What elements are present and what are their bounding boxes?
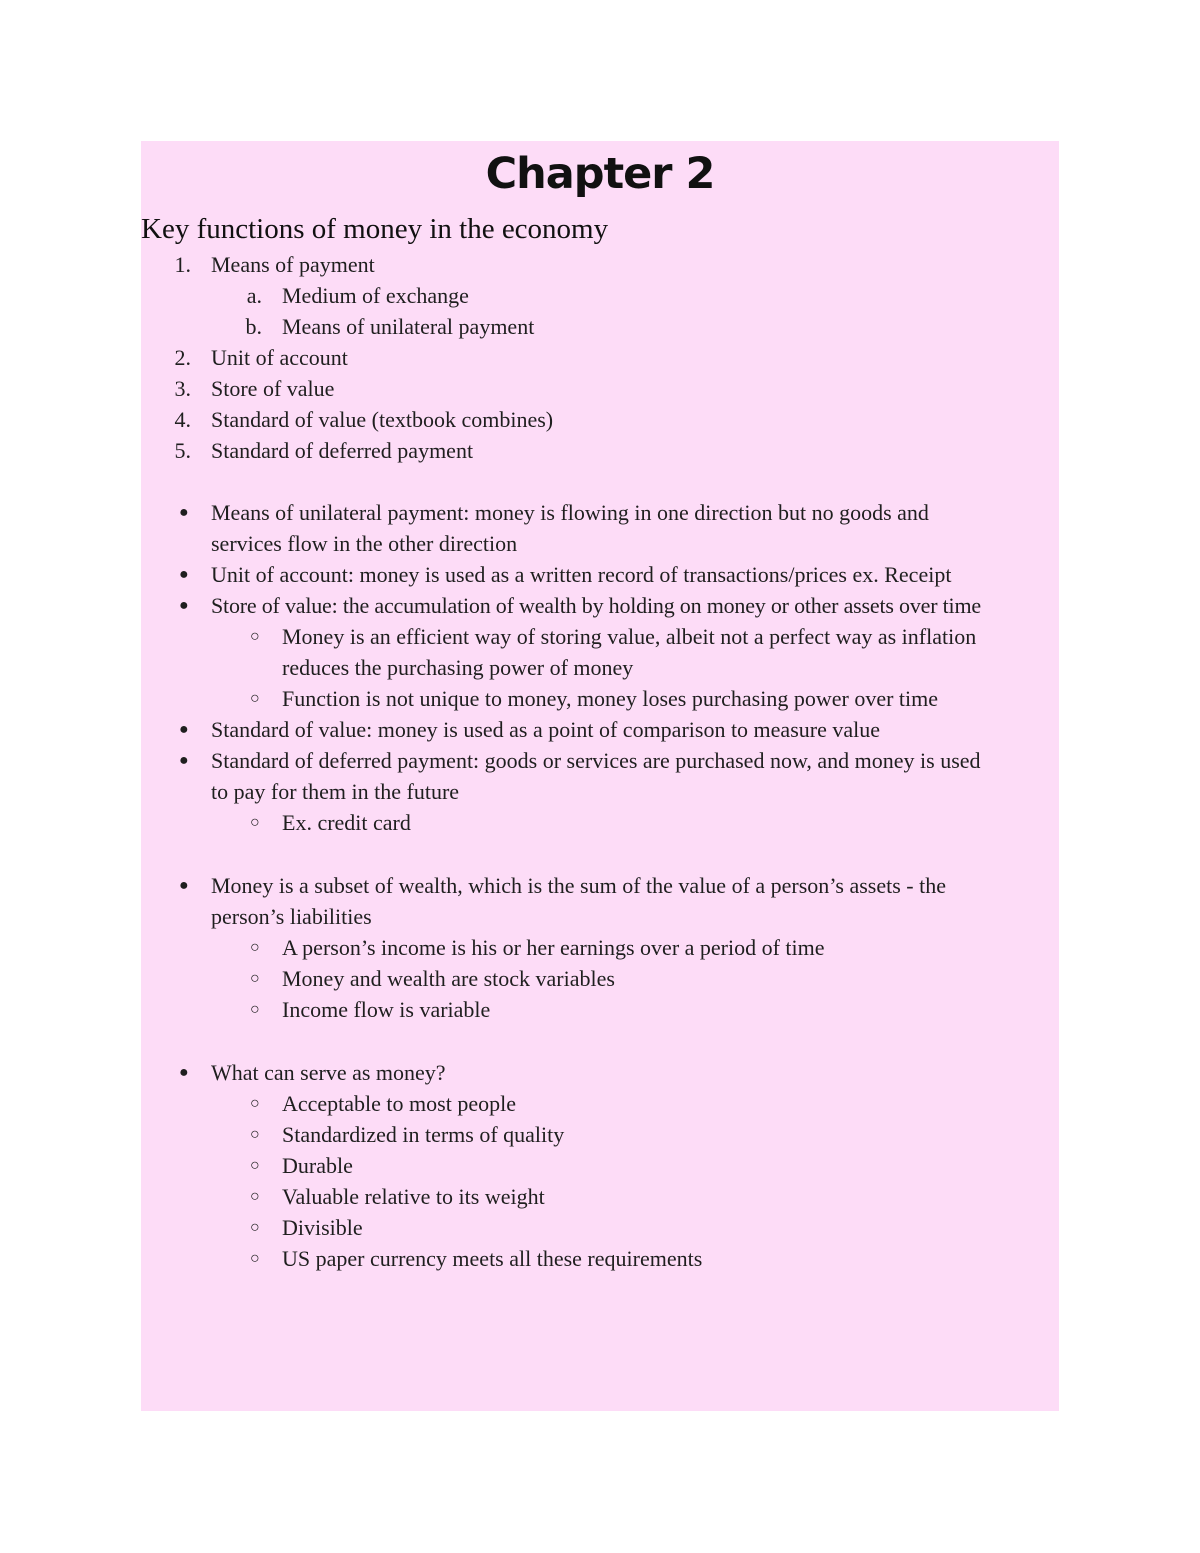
list-item: Divisible (282, 1215, 363, 1240)
list-item: Standard of deferred payment: goods or services are purchased now, and money is used (211, 748, 981, 773)
sub-bullet-icon: ○ (250, 628, 260, 645)
list-number: 3. (174, 376, 191, 401)
list-item-continuation: services flow in the other direction (211, 531, 518, 556)
list-item: Income flow is variable (282, 997, 491, 1022)
list-number: 2. (174, 345, 191, 370)
sub-bullet-icon: ○ (250, 1157, 260, 1174)
bullet-icon: ● (179, 1064, 189, 1081)
list-number: 1. (174, 252, 191, 277)
list-letter: b. (245, 314, 262, 339)
list-number: 4. (174, 407, 191, 432)
bullet-icon: ● (179, 877, 189, 894)
sub-bullet-icon: ○ (250, 1219, 260, 1236)
list-item: Medium of exchange (282, 283, 469, 308)
bullet-icon: ● (179, 504, 189, 521)
sub-bullet-icon: ○ (250, 1001, 260, 1018)
list-item: Means of payment (211, 252, 375, 277)
list-item: Store of value: the accumulation of wealth by holding on money or other assets over time (211, 593, 981, 618)
list-item: Unit of account (211, 345, 348, 370)
list-item: Means of unilateral payment (282, 314, 535, 339)
page-title: Chapter 2 (485, 149, 715, 199)
sub-bullet-icon: ○ (250, 690, 260, 707)
list-item: Unit of account: money is used as a written record of transactions/prices ex. Receipt (211, 562, 952, 587)
list-item-continuation: person’s liabilities (211, 904, 372, 929)
bullet-icon: ● (179, 721, 189, 738)
list-item: Standard of value: money is used as a point of comparison to measure value (211, 717, 880, 742)
list-item: Money and wealth are stock variables (282, 966, 615, 991)
list-item: Function is not unique to money, money loses purchasing power over time (282, 686, 939, 711)
list-item: What can serve as money? (211, 1060, 446, 1085)
notes-page (141, 141, 1059, 1411)
sub-bullet-icon: ○ (250, 1250, 260, 1267)
sub-bullet-icon: ○ (250, 1126, 260, 1143)
list-item: US paper currency meets all these requirements (282, 1246, 703, 1271)
list-item: Standardized in terms of quality (282, 1122, 565, 1147)
list-item: Standard of value (textbook combines) (211, 407, 554, 432)
list-item: A person’s income is his or her earnings over a period of time (282, 935, 825, 960)
list-item: Acceptable to most people (282, 1091, 516, 1116)
bullet-icon: ● (179, 752, 189, 769)
sub-bullet-icon: ○ (250, 1188, 260, 1205)
sub-bullet-icon: ○ (250, 814, 260, 831)
sub-bullet-icon: ○ (250, 1095, 260, 1112)
sub-bullet-icon: ○ (250, 939, 260, 956)
list-item-continuation: reduces the purchasing power of money (282, 655, 634, 680)
list-item: Valuable relative to its weight (282, 1184, 545, 1209)
list-item: Store of value (211, 376, 335, 401)
bullet-icon: ● (179, 597, 189, 614)
bullet-icon: ● (179, 566, 189, 583)
list-item: Means of unilateral payment: money is flowing in one direction but no goods and (211, 500, 929, 525)
list-letter: a. (246, 283, 262, 308)
list-number: 5. (174, 438, 191, 463)
list-item: Ex. credit card (282, 810, 411, 835)
list-item: Money is a subset of wealth, which is the sum of the value of a person’s assets - the (211, 873, 947, 898)
list-item: Durable (282, 1153, 353, 1178)
list-item: Standard of deferred payment (211, 438, 474, 463)
list-item-continuation: to pay for them in the future (211, 779, 460, 804)
sub-bullet-icon: ○ (250, 970, 260, 987)
list-item: Money is an efficient way of storing value, albeit not a perfect way as inflation (282, 624, 977, 649)
section-heading: Key functions of money in the economy (141, 213, 609, 245)
